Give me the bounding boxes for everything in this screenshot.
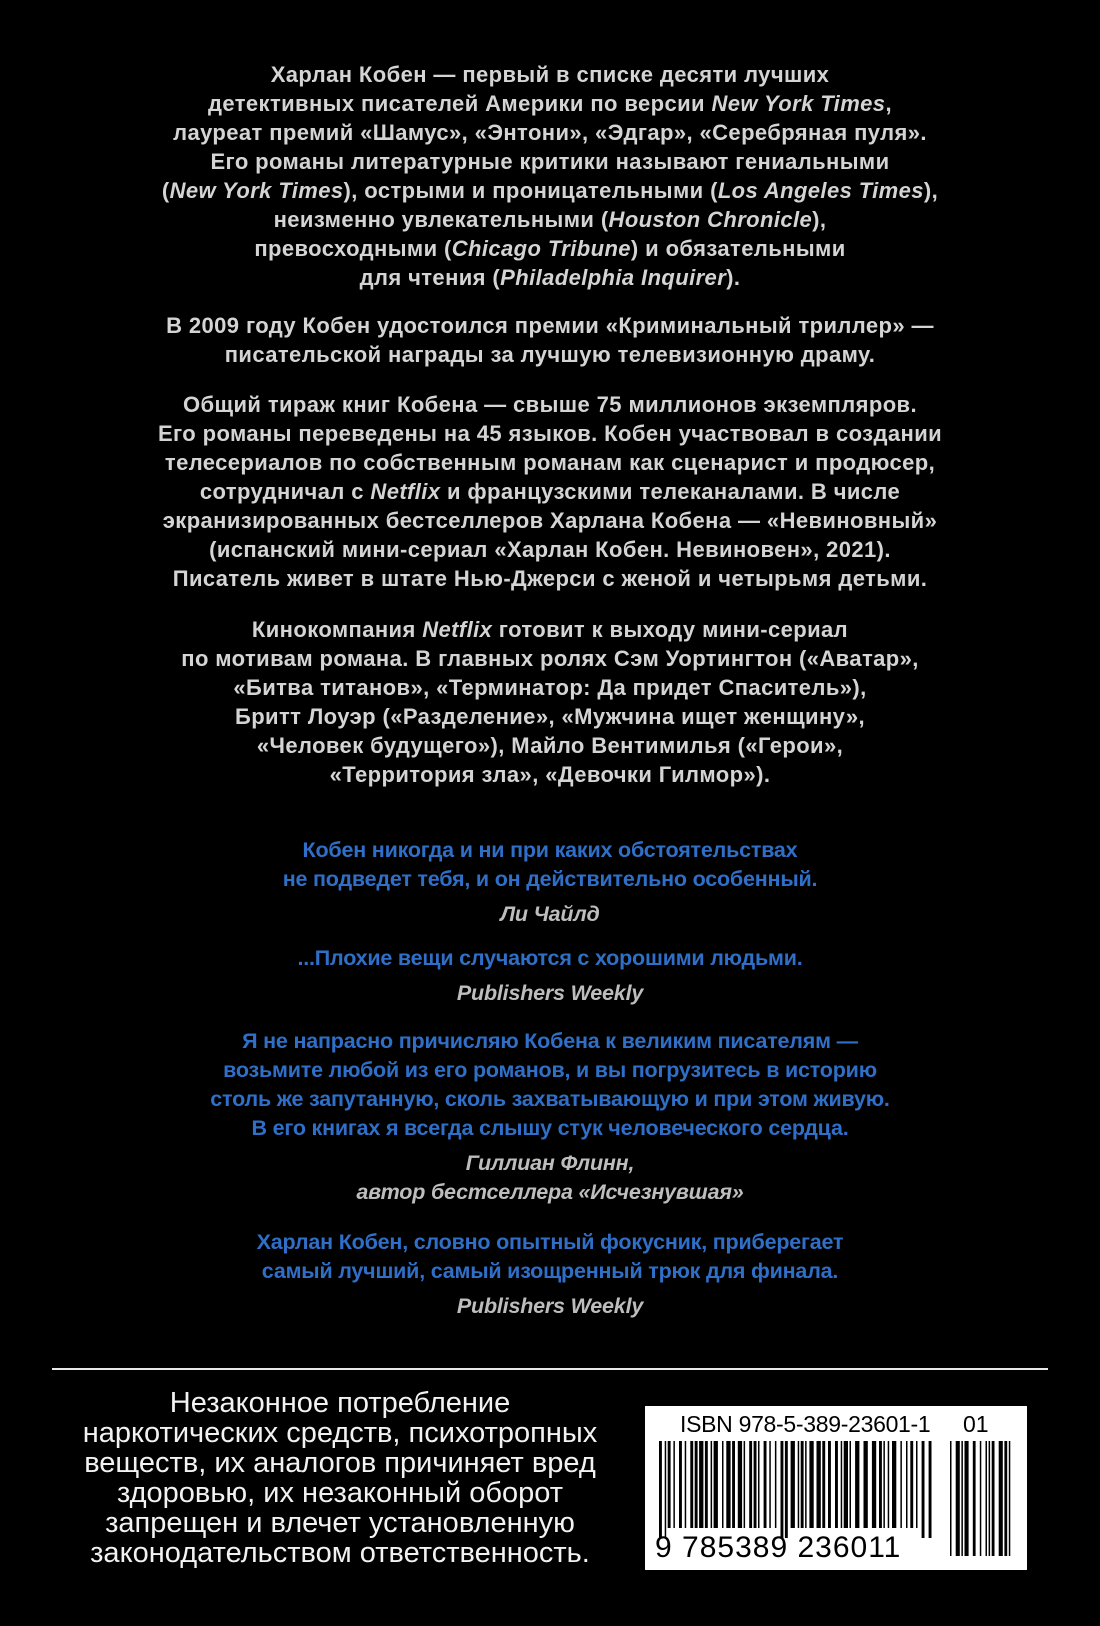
barcode-bar (738, 1441, 742, 1528)
barcode-bar (781, 1441, 784, 1538)
text-line: (испанский мини-сериал «Харлан Кобен. Невиновен», 2021). (209, 537, 891, 562)
barcode-bar (705, 1441, 708, 1528)
barcode-bar (855, 1441, 859, 1528)
barcode-bar (828, 1441, 831, 1528)
barcode-bar (929, 1441, 932, 1538)
barcode-bar (841, 1441, 843, 1528)
text-line: детективных писателей Америки по версии New York Times, (208, 91, 892, 116)
quote-attribution: Ли Чайлд (500, 902, 600, 926)
quote-line: не подведет тебя, и он действительно особенный. (282, 867, 818, 891)
barcode-bar (916, 1441, 918, 1528)
quote-attribution: Гиллиан Флинн, (465, 1151, 635, 1175)
text-line: В 2009 году Кобен удостоился премии «Криминальный триллер» — (166, 313, 934, 338)
barcode-bar (726, 1441, 730, 1528)
isbn-addon: 01 (963, 1411, 989, 1437)
barcode-bar (744, 1441, 746, 1528)
quote-line: возьмите любой из его романов, и вы погрузитесь в историю (223, 1058, 877, 1082)
barcode-bar (754, 1441, 757, 1528)
barcode-addon-bar (999, 1441, 1003, 1556)
text-line: Писатель живет в штате Нью-Джерси с женой и четырьмя детьми. (172, 566, 928, 591)
warning-line: запрещен и влечет установленную (105, 1507, 575, 1539)
bio-paragraph-4 (0, 615, 1100, 789)
barcode-addon-bar (989, 1441, 991, 1556)
barcode-bar (690, 1441, 693, 1528)
text-line: Кинокомпания Netflix готовит к выходу мини-сериал (251, 617, 849, 642)
quote-line: Я не напрасно причисляю Кобена к великим писателям — (242, 1029, 858, 1053)
review-quote-4 (0, 1228, 1100, 1321)
text-line: лауреат премий «Шамус», «Энтони», «Эдгар», «Серебряная пуля». (173, 120, 927, 145)
barcode-bar (910, 1441, 913, 1528)
barcode-bar (764, 1441, 767, 1528)
barcode-bar (695, 1441, 698, 1528)
barcode-addon-bar (992, 1441, 995, 1556)
barcode-bar (922, 1441, 925, 1538)
quote-line: самый лучший, самый изощренный трюк для финала. (261, 1259, 839, 1283)
barcode-bar (892, 1441, 896, 1528)
barcode-bar (659, 1441, 662, 1538)
text-line: неизменно увлекательными (Houston Chronicle), (273, 207, 827, 232)
warning-line: законодательством ответственность. (90, 1537, 590, 1569)
barcode-bar (732, 1441, 735, 1528)
barcode-bar (685, 1441, 687, 1528)
barcode-bar (801, 1441, 804, 1528)
barcode-bar (798, 1441, 800, 1528)
barcode-bar (679, 1441, 682, 1528)
bio-paragraph-2 (0, 311, 1100, 369)
review-quote-3 (0, 1027, 1100, 1207)
health-warning (40, 1388, 640, 1568)
text-line: для чтения (Philadelphia Inquirer). (359, 265, 741, 290)
barcode-bar (879, 1441, 882, 1528)
barcode-bar (668, 1441, 671, 1528)
barcode-bar (906, 1441, 908, 1528)
barcode-bar (722, 1441, 724, 1528)
text-line: экранизированных бестселлеров Харлана Кобена — «Невиновный» (162, 508, 938, 533)
barcode-bar (769, 1441, 771, 1528)
quote-line: ...Плохие вещи случаются с хорошими людьми. (297, 946, 803, 970)
barcode-addon-bar (965, 1441, 969, 1556)
barcode-bar (805, 1441, 807, 1528)
barcode-addon-bar (986, 1441, 988, 1556)
barcode-bar (791, 1441, 795, 1528)
barcode-addon-bar (961, 1441, 963, 1556)
text-line: Его романы литературные критики называют гениальными (210, 149, 890, 174)
divider-line (52, 1368, 1048, 1370)
barcode-bar (822, 1441, 825, 1528)
text-line: телесериалов по собственным романам как сценарист и продюсер, (164, 450, 936, 475)
barcode-bar (714, 1441, 718, 1528)
text-line: превосходными (Chicago Tribune) и обязательными (254, 236, 846, 261)
text-line: Бритт Лоуэр («Разделение», «Мужчина ищет женщину», (235, 704, 865, 729)
barcode-addon-bar (980, 1441, 982, 1556)
barcode-bar (749, 1441, 752, 1528)
barcode-bar (665, 1441, 667, 1538)
text-line: Его романы переведены на 45 языков. Кобен участвовал в создании (157, 421, 943, 446)
review-quote-2 (0, 944, 1100, 1008)
barcode-bar (711, 1441, 713, 1528)
review-quote-1 (0, 836, 1100, 929)
warning-line: Незаконное потребление (169, 1387, 511, 1419)
barcode-bar (758, 1441, 760, 1528)
barcode-addon-bar (1009, 1441, 1011, 1556)
barcode-addon-bar (956, 1441, 960, 1556)
barcode-bar (809, 1441, 813, 1528)
barcode-bar (883, 1441, 885, 1528)
barcode-bar (872, 1441, 876, 1528)
barcode-bar (888, 1441, 890, 1528)
bio-paragraph-3 (0, 390, 1100, 593)
text-line: Харлан Кобен — первый в списке десяти лучших (270, 62, 830, 87)
warning-line: здоровью, их незаконный оборот (116, 1477, 564, 1509)
barcode-bar (864, 1441, 868, 1528)
text-line: писательской награды за лучшую телевизионную драму. (224, 342, 876, 367)
barcode-bar (900, 1441, 902, 1528)
barcode-bar (673, 1441, 675, 1528)
barcode-bar (844, 1441, 848, 1528)
warning-line: наркотических средств, психотропных (82, 1417, 598, 1449)
barcode-bar (785, 1441, 788, 1538)
text-line: «Территория зла», «Девочки Гилмор»). (329, 762, 771, 787)
quote-line: В его книгах я всегда слышу стук человеческого сердца. (251, 1116, 849, 1140)
barcode-bar (835, 1441, 838, 1528)
text-line: по мотивам романа. В главных ролях Сэм Уортингтон («Аватар», (181, 646, 919, 671)
quote-line: столь же запутанную, сколь захватывающую и при этом живую. (210, 1087, 890, 1111)
barcode-bar (817, 1441, 821, 1528)
barcode-addon-bar (950, 1441, 952, 1556)
quote-attribution: Publishers Weekly (456, 1294, 644, 1318)
isbn-barcode (645, 1406, 1027, 1570)
barcode-digits: 9 785389 236011 (655, 1531, 902, 1564)
warning-line: веществ, их аналогов причиняет вред (84, 1447, 596, 1479)
text-line: (New York Times), острыми и проницательными (Los Angeles Times), (161, 178, 939, 203)
barcode-bar (775, 1441, 777, 1528)
quote-line: Харлан Кобен, словно опытный фокусник, приберегает (256, 1230, 844, 1254)
barcode-addon-bar (973, 1441, 976, 1556)
text-line: «Битва титанов», «Терминатор: Да придет Спаситель»), (233, 675, 867, 700)
quote-attribution: Publishers Weekly (456, 981, 644, 1005)
text-line: Общий тираж книг Кобена — свыше 75 миллионов экземпляров. (183, 392, 917, 417)
barcode-addon-bar (1004, 1441, 1007, 1556)
barcode-bar (850, 1441, 852, 1528)
quote-line: Кобен никогда и ни при каких обстоятельствах (302, 838, 798, 862)
text-line: «Человек будущего»), Майло Вентимилья («Герои», (256, 733, 844, 758)
barcode-bar (699, 1441, 703, 1528)
bio-paragraph-1 (0, 60, 1100, 292)
quote-attribution: автор бестселлера «Исчезнувшая» (356, 1180, 744, 1204)
isbn-label: ISBN 978-5-389-23601-1 (680, 1411, 931, 1437)
text-line: сотрудничал с Netflix и французскими телеканалами. В числе (199, 479, 901, 504)
